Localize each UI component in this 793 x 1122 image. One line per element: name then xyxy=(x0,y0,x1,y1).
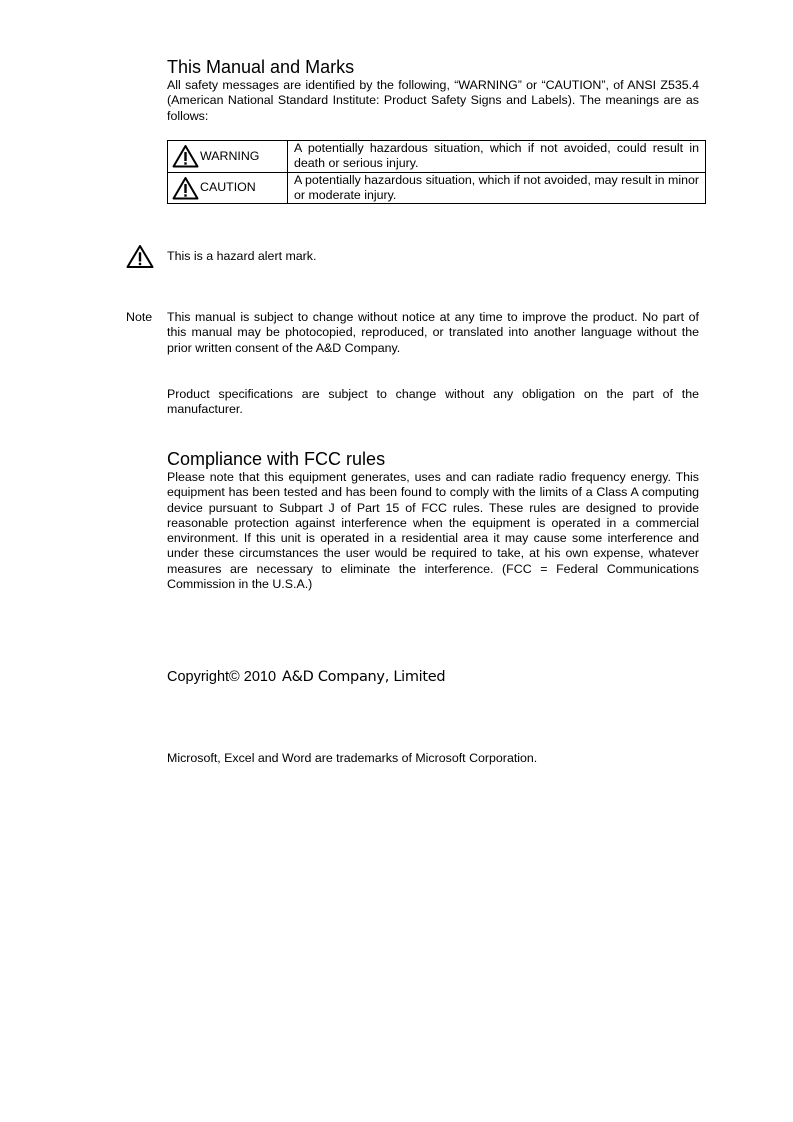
copyright-company: A&D Company, Limited xyxy=(282,669,446,685)
warning-label: WARNING xyxy=(200,148,260,163)
hazard-alert-text: This is a hazard alert mark. xyxy=(167,249,317,263)
warning-row xyxy=(168,141,706,173)
note-label: Note xyxy=(126,310,153,324)
manual-section-intro: All safety messages are identified by the following, “WARNING” or “CAUTION”, of ANSI Z535.4 (American National Standard Institute: Product Safety Signs and Labels). The meanings are as follows: xyxy=(167,78,699,123)
warning-triangle-icon xyxy=(172,144,199,168)
caution-mark-cell xyxy=(168,172,288,204)
fcc-section-text: Please note that this equipment generates, uses and can radiate radio frequency energy. This equipment has been tested and has been found to comply with the limits of a Class A computing device pursuant to Subpart J of Part 15 of FCC rules. These rules are designed to provide reasonable protection against interference when the equipment is operated in a commercial environment. If this unit is operated in a residential area it may cause some interference and under these circumstances the user would be required to take, at his own expense, whatever measures are necessary to eliminate the interference. (FCC = Federal Communications Commission in the U.S.A.) xyxy=(167,470,699,592)
manual-section-title: This Manual and Marks xyxy=(167,57,355,77)
safety-marks-table xyxy=(167,140,706,204)
trademarks-notice: Microsoft, Excel and Word are trademarks of Microsoft Corporation. xyxy=(167,751,538,765)
caution-row xyxy=(168,172,706,204)
hazard-alert-icon xyxy=(126,244,154,274)
caution-description: A potentially hazardous situation, which if not avoided, may result in minor or moderate injury. xyxy=(288,172,706,204)
warning-triangle-icon xyxy=(172,176,199,200)
note-text: This manual is subject to change without notice at any time to improve the product. No part of this manual may be photocopied, reproduced, or translated into another language without the prior written consent of the A&D Company. xyxy=(167,310,699,355)
copyright-line xyxy=(167,669,445,685)
warning-mark-cell xyxy=(168,141,288,173)
specs-notice: Product specifications are subject to change without any obligation on the part of the manufacturer. xyxy=(167,387,699,417)
copyright-prefix: Copyright© 2010 xyxy=(167,669,277,685)
fcc-section-title: Compliance with FCC rules xyxy=(167,449,386,469)
warning-description: A potentially hazardous situation, which if not avoided, could result in death or serious injury. xyxy=(288,141,706,173)
caution-label: CAUTION xyxy=(200,180,256,195)
warning-triangle-icon xyxy=(126,244,154,269)
